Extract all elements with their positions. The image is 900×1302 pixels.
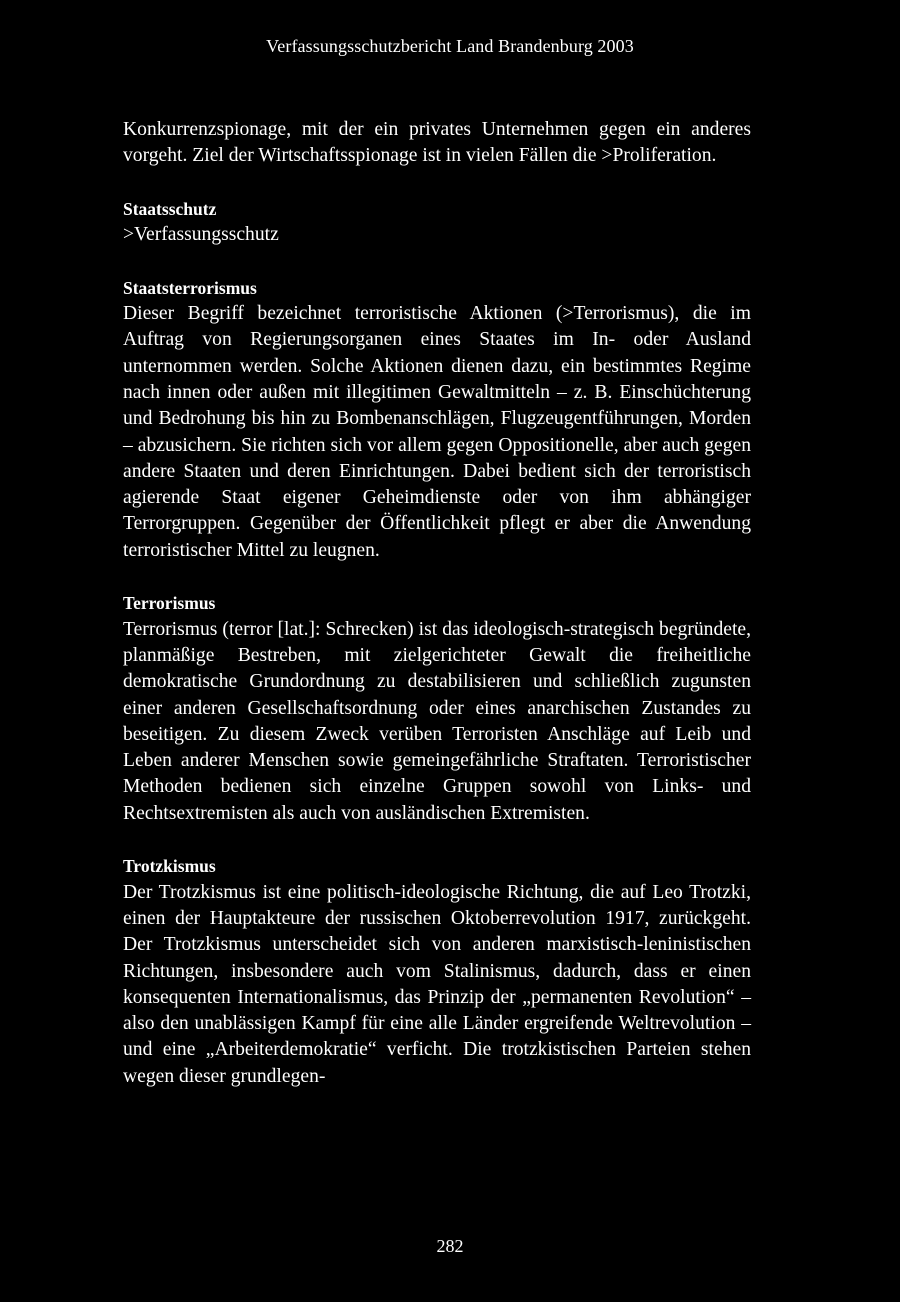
entry-text: Der Trotzkismus ist eine politisch-ideologische Richtung, die auf Leo Trotzki, einen der Hauptakteure der russischen Oktoberrevolution 1917, zurückgeht. Der Trotzkismus unterscheidet sich von anderen marxistisch-leninistischen Richtungen, insbesondere auch vom Stalinismus, dadurch, dass er einen konsequenten Internationalismus, das Prinzip der „permanenten Revolution“ – also den unablässigen Kampf für eine alle Länder ergreifende Weltrevolution – und eine „Arbeiterdemokratie“ verficht. Die trotzkistischen Parteien stehen wegen dieser grundlegen- <box>123 881 751 1087</box>
glossary-content <box>123 117 751 1090</box>
spacer <box>123 248 751 274</box>
entry-term: Terrorismus <box>123 593 216 614</box>
entry-text: Dieser Begriff bezeichnet terroristische Aktionen (>Terrorismus), die im Auftrag von Regierungsorganen eines Staates im In- oder Ausland unternommen werden. Solche Aktionen dienen dazu, ein bestimmtes Regime nach innen oder außen mit illegitimen Gewaltmitteln – z. B. Einschüchterung und Bedrohung bis hin zu Bombenanschlägen, Flugzeugentführungen, Morden – abzusichern. Sie richten sich vor allem gegen Oppositionelle, aber auch gegen andere Staaten und deren Einrichtungen. Dabei bedient sich der terroristisch agierende Staat eigener Geheimdienste oder von ihm abhängiger Terrorgruppen. Gegenüber der Öffentlichkeit pflegt er aber die Anwendung terroristischer Mittel zu leugnen. <box>123 303 751 561</box>
intro-paragraph: Konkurrenzspionage, mit der ein privates Unternehmen gegen ein anderes vorgeht. Ziel der Wirtschaftsspionage ist in vielen Fällen die >Proliferation. <box>123 119 751 167</box>
page-number: 282 <box>436 1236 464 1256</box>
entry-term: Trotzkismus <box>123 856 216 877</box>
entry-text: Terrorismus (terror [lat.]: Schrecken) ist das ideologisch-strategisch begründete, planmäßige Bestreben, mit zielgerichteter Gewalt die freiheitliche demokratische Grundordnung zu destabilisieren und schließlich zugunsten einer anderen Gesellschaftsordnung oder eines anarchischen Zustandes zu beseitigen. Zu diesem Zweck verüben Terroristen Anschläge auf Leib und Leben anderer Menschen sowie gemeingefährliche Straftaten. Terroristischer Methoden bedienen sich einzelne Gruppen sowohl von Links- und Rechtsextremisten als auch von ausländischen Extremisten. <box>123 618 751 824</box>
spacer <box>123 827 751 853</box>
entry-trotzkismus <box>123 853 751 1090</box>
spacer <box>123 170 751 196</box>
entry-staatsterrorismus <box>123 275 751 564</box>
entry-term: Staatsterrorismus <box>123 277 257 298</box>
spacer <box>123 564 751 590</box>
entry-text: >Verfassungsschutz <box>123 224 279 246</box>
entry-terrorismus <box>123 590 751 827</box>
entry-staatsschutz <box>123 196 751 249</box>
running-header: Verfassungsschutzbericht Land Brandenburg 2003 <box>266 36 634 56</box>
entry-term: Staatsschutz <box>123 198 217 219</box>
